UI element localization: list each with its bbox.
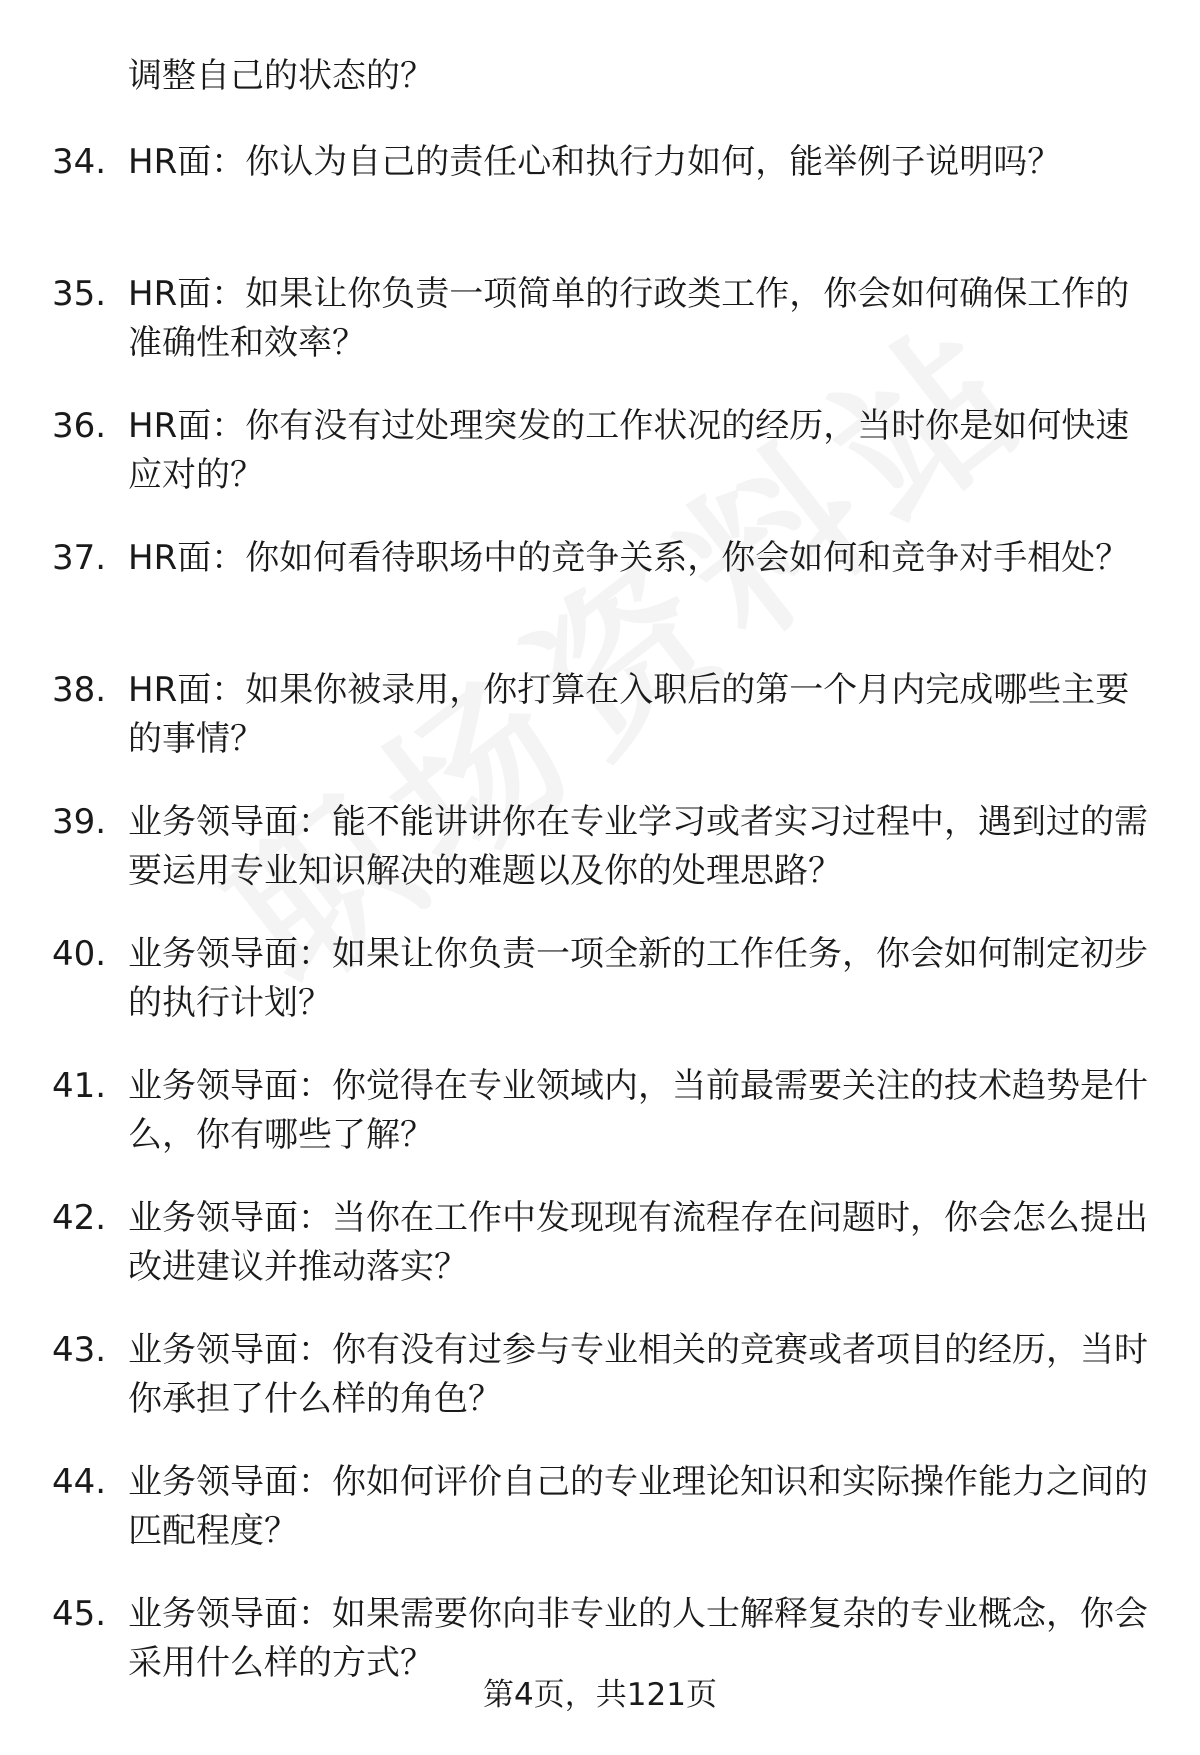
question-item	[0, 1326, 1200, 1424]
question-text: 业务领导面：如果让你负责一项全新的工作任务，你会如何制定初步的执行计划？	[128, 934, 1148, 1023]
question-item	[0, 1062, 1200, 1160]
question-item	[0, 1458, 1200, 1556]
question-number: 39.	[52, 802, 107, 842]
question-number: 42.	[52, 1198, 107, 1238]
question-item	[0, 402, 1200, 500]
question-item	[0, 1590, 1200, 1688]
question-item	[0, 798, 1200, 896]
question-item	[0, 930, 1200, 1028]
question-text: HR面：如果让你负责一项简单的行政类工作，你会如何确保工作的准确性和效率？	[128, 274, 1130, 363]
question-number: 43.	[52, 1330, 107, 1370]
question-item	[0, 534, 1200, 632]
question-text: 业务领导面：你觉得在专业领域内，当前最需要关注的技术趋势是什么，你有哪些了解？	[128, 1066, 1148, 1155]
question-text: HR面：你如何看待职场中的竞争关系，你会如何和竞争对手相处？	[128, 538, 1130, 578]
question-number: 41.	[52, 1066, 107, 1106]
question-number: 38.	[52, 670, 107, 710]
question-item	[0, 1194, 1200, 1292]
question-list	[0, 138, 1200, 1722]
page-footer: 第4页，共121页	[483, 1677, 717, 1713]
question-item	[0, 666, 1200, 764]
question-text: HR面：如果你被录用，你打算在入职后的第一个月内完成哪些主要的事情？	[128, 670, 1130, 759]
continued-question-text: 调整自己的状态的？	[128, 56, 434, 96]
question-text: 业务领导面：如果需要你向非专业的人士解释复杂的专业概念，你会采用什么样的方式？	[128, 1594, 1148, 1683]
question-number: 34.	[52, 142, 107, 182]
question-text: 业务领导面：你有没有过参与专业相关的竞赛或者项目的经历，当时你承担了什么样的角色？	[128, 1330, 1148, 1419]
question-number: 37.	[52, 538, 107, 578]
question-number: 44.	[52, 1462, 107, 1502]
question-text: 业务领导面：你如何评价自己的专业理论知识和实际操作能力之间的匹配程度？	[128, 1462, 1148, 1551]
question-number: 36.	[52, 406, 107, 446]
question-item	[0, 138, 1200, 236]
question-number: 40.	[52, 934, 107, 974]
question-text: 业务领导面：能不能讲讲你在专业学习或者实习过程中，遇到过的需要运用专业知识解决的难题以及你的处理思路？	[128, 802, 1148, 891]
question-number: 45.	[52, 1594, 107, 1634]
question-text: HR面：你认为自己的责任心和执行力如何，能举例子说明吗？	[128, 142, 1062, 182]
question-number: 35.	[52, 274, 107, 314]
question-text: HR面：你有没有过处理突发的工作状况的经历，当时你是如何快速应对的？	[128, 406, 1130, 495]
question-text: 业务领导面：当你在工作中发现现有流程存在问题时，你会怎么提出改进建议并推动落实？	[128, 1198, 1148, 1287]
question-item	[0, 270, 1200, 368]
